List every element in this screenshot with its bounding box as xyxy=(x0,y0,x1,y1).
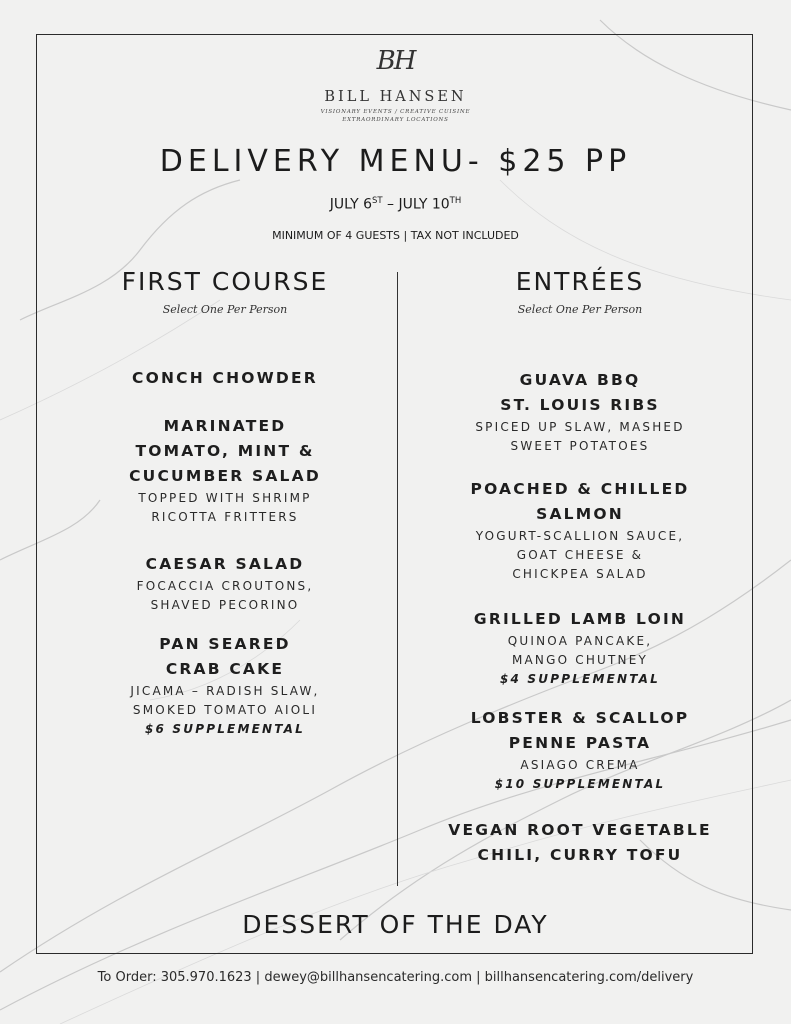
dish-name: VEGAN ROOT VEGETABLE xyxy=(448,821,712,839)
dish-description: TOPPED WITH SHRIMP xyxy=(138,491,312,505)
entrees-subheading: Select One Per Person xyxy=(517,303,643,316)
monogram: BH xyxy=(376,46,415,76)
order-contact: To Order: 305.970.1623 | dewey@billhansencatering.com | billhansencatering.com/delivery xyxy=(97,970,694,985)
dish-name: CONCH CHOWDER xyxy=(132,369,318,387)
dish-name: CUCUMBER SALAD xyxy=(129,467,321,485)
menu-item-entree xyxy=(405,818,755,868)
menu-item-first-course xyxy=(40,366,410,391)
dish-name: CHILI, CURRY TOFU xyxy=(477,846,683,864)
dish-name: POACHED & CHILLED xyxy=(470,480,690,498)
dish-name: ST. LOUIS RIBS xyxy=(500,396,660,414)
dish-description: QUINOA PANCAKE, xyxy=(507,634,653,648)
dish-name: GRILLED LAMB LOIN xyxy=(473,610,687,628)
date-start: JULY 6 xyxy=(329,196,372,213)
dish-description: MANGO CHUTNEY xyxy=(511,653,649,667)
menu-item-entree xyxy=(405,368,755,456)
menu-item-first-course xyxy=(40,552,410,615)
dish-name: SALMON xyxy=(536,505,624,523)
date-end-suffix: TH xyxy=(449,196,462,206)
dish-description: ASIAGO CREMA xyxy=(520,758,640,772)
first-course-heading: FIRST COURSE xyxy=(121,267,329,296)
dish-description: GOAT CHEESE & xyxy=(516,548,644,562)
date-end: JULY 10 xyxy=(398,196,450,213)
dish-name: PAN SEARED xyxy=(159,635,291,653)
brand-tagline-1: VISIONARY EVENTS / CREATIVE CUISINE xyxy=(320,109,471,115)
dish-description: SWEET POTATOES xyxy=(510,439,650,453)
menu-item-entree xyxy=(405,706,755,794)
dessert-heading: DESSERT OF THE DAY xyxy=(242,910,549,939)
supplement-price: $4 SUPPLEMENTAL xyxy=(499,672,661,686)
menu-dates xyxy=(0,190,791,216)
dish-name: TOMATO, MINT & xyxy=(135,442,315,460)
dish-name: GUAVA BBQ xyxy=(519,371,641,389)
date-start-suffix: ST xyxy=(372,196,383,206)
date-separator: – xyxy=(382,196,399,213)
menu-item-entree xyxy=(405,607,755,689)
brand-logo xyxy=(0,46,791,124)
dish-description: JICAMA – RADISH SLAW, xyxy=(130,684,320,698)
entrees-heading: ENTRÉES xyxy=(515,267,645,296)
menu-item-entree xyxy=(405,477,755,584)
dish-description: RICOTTA FRITTERS xyxy=(151,510,299,524)
brand-name: BILL HANSEN xyxy=(324,89,467,105)
dish-description: SHAVED PECORINO xyxy=(150,598,300,612)
brand-tagline-2: EXTRAORDINARY LOCATIONS xyxy=(342,117,449,123)
first-course-subheading: Select One Per Person xyxy=(162,303,288,316)
dish-name: LOBSTER & SCALLOP xyxy=(470,709,690,727)
menu-item-first-course xyxy=(40,414,410,527)
guest-notice: MINIMUM OF 4 GUESTS | TAX NOT INCLUDED xyxy=(272,229,519,242)
menu-item-first-course xyxy=(40,632,410,739)
dish-description: SPICED UP SLAW, MASHED xyxy=(475,420,685,434)
dish-description: CHICKPEA SALAD xyxy=(512,567,648,581)
menu-title: DELIVERY MENU- $25 PP xyxy=(159,144,632,179)
dish-name: CAESAR SALAD xyxy=(145,555,305,573)
supplement-price: $10 SUPPLEMENTAL xyxy=(494,777,666,791)
dish-name: MARINATED xyxy=(163,417,287,435)
dish-description: SMOKED TOMATO AIOLI xyxy=(132,703,318,717)
dish-description: YOGURT-SCALLION SAUCE, xyxy=(475,529,685,543)
dish-description: FOCACCIA CROUTONS, xyxy=(136,579,314,593)
dish-name: PENNE PASTA xyxy=(508,734,652,752)
supplement-price: $6 SUPPLEMENTAL xyxy=(144,722,306,736)
dish-name: CRAB CAKE xyxy=(165,660,285,678)
